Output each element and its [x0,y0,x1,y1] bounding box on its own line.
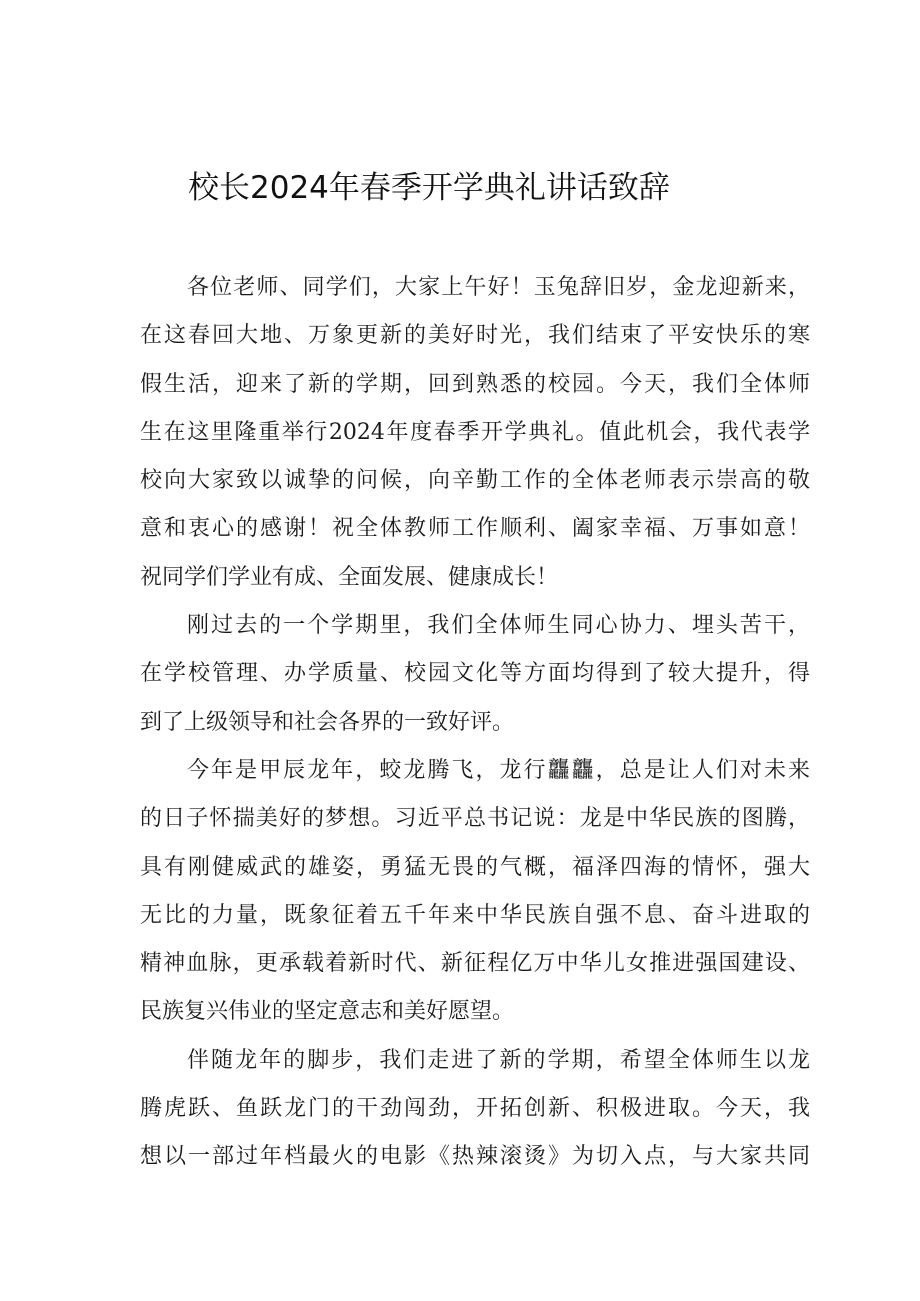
paragraph-3-line-3: 具有刚健威武的雄姿，勇猛无畏的气概，福泽四海的情怀，强大 [140,854,810,880]
paragraph-3-line-1: 今年是甲辰龙年，蛟龙腾飞，龙行龘龘，总是让人们对未来 [187,757,810,783]
page-title: 校长2024年春季开学典礼讲话致辞 [188,170,670,206]
paragraph-4-line-3: 想以一部过年档最火的电影《热辣滚烫》为切入点，与大家共同 [140,1144,810,1170]
paragraph-3-line-2: 的日子怀揣美好的梦想。习近平总书记说：龙是中华民族的图腾， [140,806,810,832]
paragraph-1-line-2: 在这春回大地、万象更新的美好时光，我们结束了平安快乐的寒 [140,323,810,349]
paragraph-1-line-5: 校向大家致以诚挚的问候，向辛勤工作的全体老师表示崇高的敬 [140,468,810,494]
paragraph-2-line-1: 刚过去的一个学期里，我们全体师生同心协力、埋头苦干， [187,613,810,639]
paragraph-4-line-1: 伴随龙年的脚步，我们走进了新的学期，希望全体师生以龙 [187,1047,810,1073]
paragraph-1-line-6: 意和衷心的感谢！祝全体教师工作顺利、阖家幸福、万事如意！ [140,516,810,542]
paragraph-2-line-3: 到了上级领导和社会各界的一致好评。 [140,709,515,735]
paragraph-1-line-1: 各位老师、同学们，大家上午好！玉兔辞旧岁，金龙迎新来， [187,275,810,300]
paragraph-3-line-4: 无比的力量，既象征着五千年来中华民族自强不息、奋斗进取的 [140,902,810,928]
paragraph-4-line-2: 腾虎跃、鱼跃龙门的干劲闯劲，开拓创新、积极进取。今天，我 [140,1096,810,1122]
paragraph-1-line-4: 生在这里隆重举行2024年度春季开学典礼。值此机会，我代表学 [140,419,810,445]
paragraph-2-line-2: 在学校管理、办学质量、校园文化等方面均得到了较大提升，得 [140,661,810,687]
paragraph-1-line-3: 假生活，迎来了新的学期，回到熟悉的校园。今天，我们全体师 [140,371,810,397]
paragraph-1-line-7: 祝同学们学业有成、全面发展、健康成长！ [140,564,559,590]
document-body [140,264,810,1182]
paragraph-3-line-6: 民族复兴伟业的坚定意志和美好愿望。 [140,999,515,1025]
paragraph-3-line-5: 精神血脉，更承载着新时代、新征程亿万中华儿女推进强国建设、 [140,951,810,977]
